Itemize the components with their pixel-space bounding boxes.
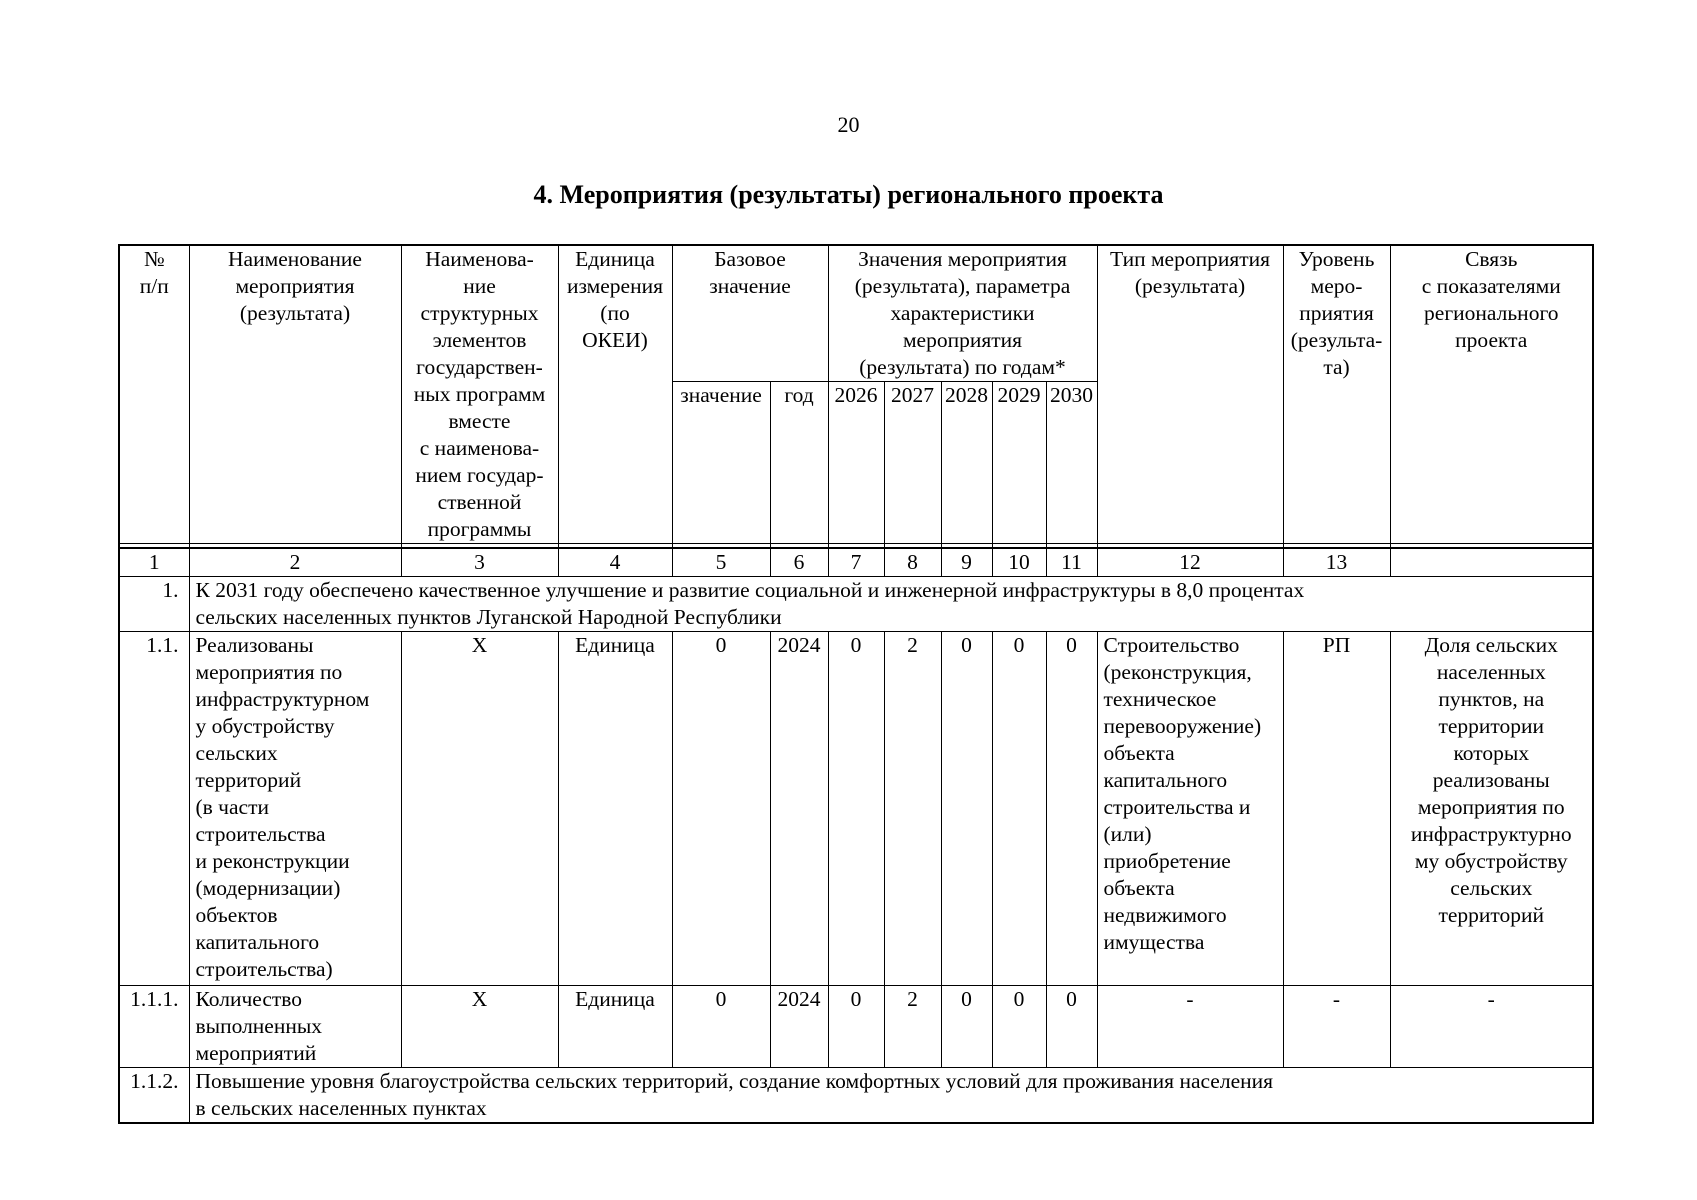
measure-type: Строительство (реконструкция, техническое перевооружение) объекта капитального строительства и (или) приобретение объекта недвижимого имущества <box>1097 632 1283 986</box>
column-number: 13 <box>1283 548 1390 577</box>
base-value: 0 <box>672 986 770 1068</box>
measure-level: РП <box>1283 632 1390 986</box>
measures-table <box>118 244 1594 1124</box>
header-unit: Единица измерения (по ОКЕИ) <box>558 245 672 544</box>
column-number: 3 <box>401 548 558 577</box>
column-number: 7 <box>828 548 884 577</box>
indicator-link: - <box>1390 986 1593 1068</box>
measure-name: Реализованы мероприятия по инфраструктурном у обустройству сельских территорий (в части строительства и реконструкции (модернизации) объектов капитального строительства) <box>189 632 401 986</box>
unit: Единица <box>558 986 672 1068</box>
header-name: Наименование мероприятия (результата) <box>189 245 401 544</box>
section-text: К 2031 году обеспечено качественное улучшение и развитие социальной и инженерной инфраструктуры в 8,0 процентах сельских населенных пунктов Луганской Народной Республики <box>189 577 1593 632</box>
table-row <box>119 1068 1593 1124</box>
value-2030: 0 <box>1046 986 1097 1068</box>
row-number: 1.1.1. <box>119 986 189 1068</box>
column-number: 6 <box>770 548 828 577</box>
header-structural-elements: Наименова- ние структурных элементов государствен- ных программ вместе с наименова- нием государ- ственной программы <box>401 245 558 544</box>
value-2030: 0 <box>1046 632 1097 986</box>
value-2027: 2 <box>884 986 941 1068</box>
section-text: Повышение уровня благоустройства сельских территорий, создание комфортных условий для проживания населения в сельских населенных пунктах <box>189 1068 1593 1124</box>
header-base-value-year: год <box>770 382 828 544</box>
unit: Единица <box>558 632 672 986</box>
row-number: 1.1.2. <box>119 1068 189 1124</box>
row-number: 1.1. <box>119 632 189 986</box>
column-numbers-row <box>119 548 1593 577</box>
table-row <box>119 986 1593 1068</box>
header-base-value-value: значение <box>672 382 770 544</box>
table-row <box>119 577 1593 632</box>
page-number: 20 <box>837 112 860 137</box>
header-type: Тип мероприятия (результата) <box>1097 245 1283 544</box>
value-2026: 0 <box>828 632 884 986</box>
header-year-2027: 2027 <box>884 382 941 544</box>
base-year: 2024 <box>770 986 828 1068</box>
measure-level: - <box>1283 986 1390 1068</box>
column-number: 12 <box>1097 548 1283 577</box>
document-title: 4. Мероприятия (результаты) регионального проекта <box>533 180 1164 209</box>
structural-elements: Х <box>401 986 558 1068</box>
column-number: 10 <box>992 548 1046 577</box>
structural-elements: Х <box>401 632 558 986</box>
value-2028: 0 <box>941 986 992 1068</box>
column-number: 9 <box>941 548 992 577</box>
indicator-link: Доля сельских населенных пунктов, на территории которых реализованы мероприятия по инфраструктурно му обустройству сельских территорий <box>1390 632 1593 986</box>
value-2028: 0 <box>941 632 992 986</box>
header-year-2029: 2029 <box>992 382 1046 544</box>
column-number: 5 <box>672 548 770 577</box>
value-2029: 0 <box>992 632 1046 986</box>
table-row <box>119 632 1593 986</box>
column-number <box>1390 548 1593 577</box>
column-number: 2 <box>189 548 401 577</box>
header-year-2026: 2026 <box>828 382 884 544</box>
column-number: 8 <box>884 548 941 577</box>
header-year-2030: 2030 <box>1046 382 1097 544</box>
measure-name: Количество выполненных мероприятий <box>189 986 401 1068</box>
column-number: 4 <box>558 548 672 577</box>
measure-type: - <box>1097 986 1283 1068</box>
column-number: 11 <box>1046 548 1097 577</box>
value-2027: 2 <box>884 632 941 986</box>
header-base-value: Базовое значение <box>672 245 828 382</box>
header-level: Уровень меро- приятия (результа- та) <box>1283 245 1390 544</box>
column-number: 1 <box>119 548 189 577</box>
header-num: № п/п <box>119 245 189 544</box>
header-values-by-year: Значения мероприятия (результата), параметра характеристики мероприятия (результата) по годам* <box>828 245 1097 382</box>
base-year: 2024 <box>770 632 828 986</box>
value-2029: 0 <box>992 986 1046 1068</box>
base-value: 0 <box>672 632 770 986</box>
header-year-2028: 2028 <box>941 382 992 544</box>
header-link: Связь с показателями регионального проекта <box>1390 245 1593 544</box>
row-number: 1. <box>119 577 189 632</box>
value-2026: 0 <box>828 986 884 1068</box>
